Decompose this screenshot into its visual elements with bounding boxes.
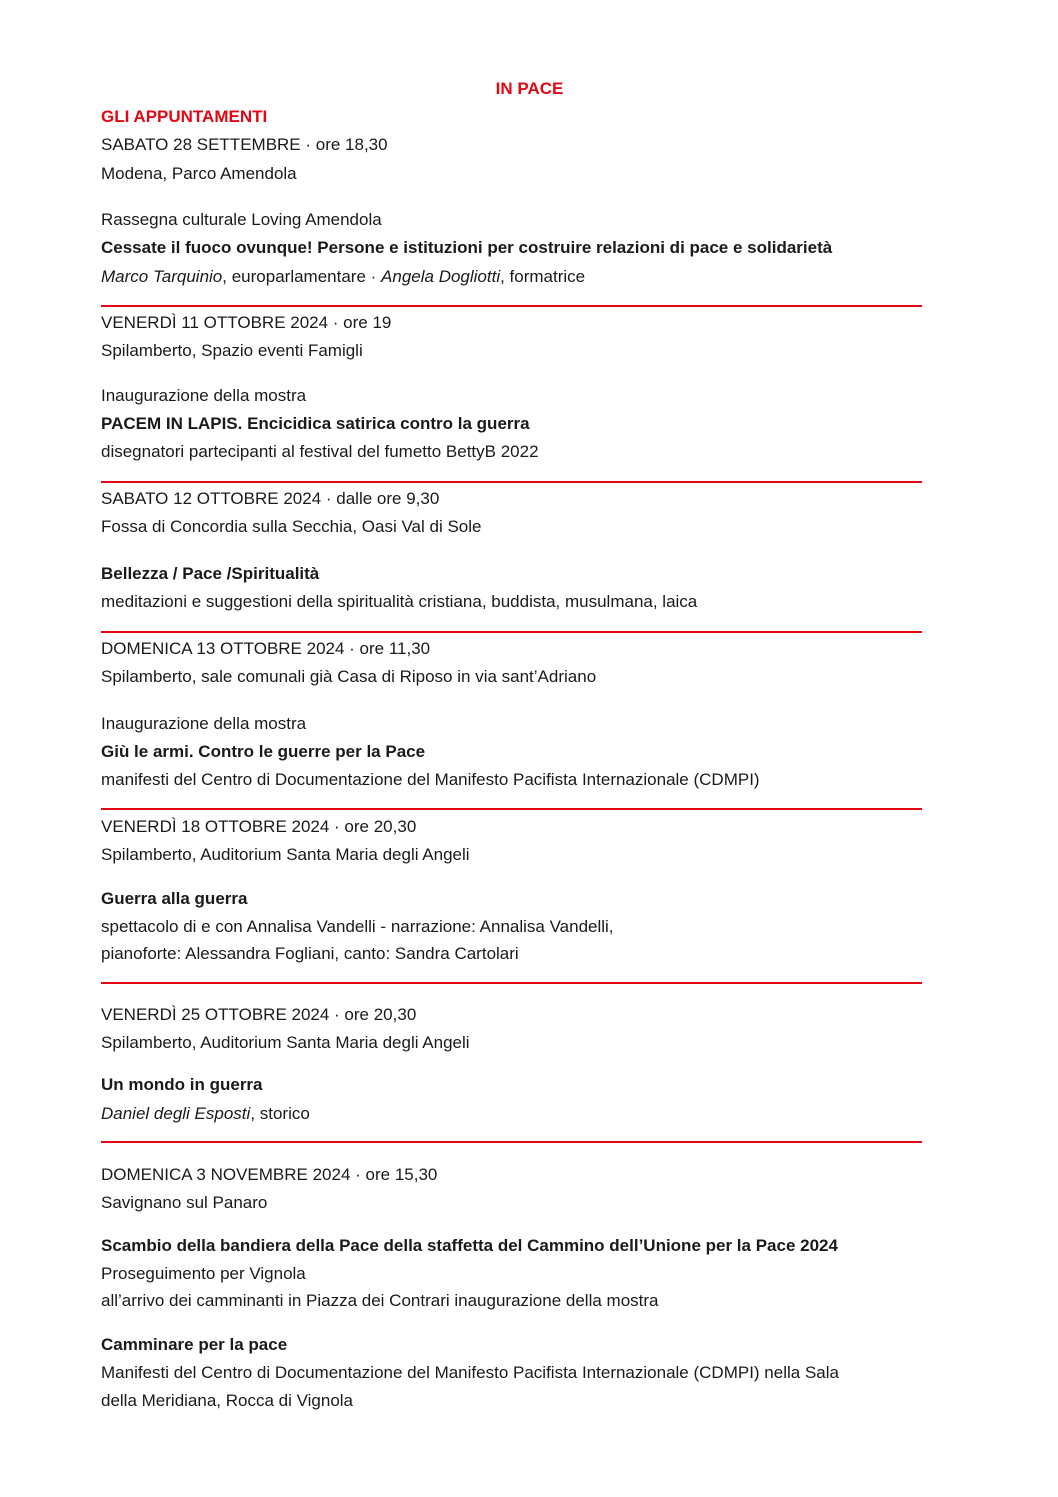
event-kind: Inaugurazione della mostra	[101, 386, 307, 405]
event-title: Giù le armi. Contro le guerre per la Pace	[101, 742, 426, 761]
event-speakers	[101, 266, 585, 288]
speaker-name: Marco Tarquinio	[101, 267, 223, 286]
event-detail: Manifesti del Centro di Documentazione del Manifesto Pacifista Internazionale (CDMPI) nella Sala	[101, 1363, 839, 1382]
event-detail: della Meridiana, Rocca di Vignola	[101, 1391, 354, 1410]
event-place: Fossa di Concordia sulla Secchia, Oasi Val di Sole	[101, 517, 482, 536]
event-detail: manifesti del Centro di Documentazione del Manifesto Pacifista Internazionale (CDMPI)	[101, 770, 760, 789]
event-place: Spilamberto, Auditorium Santa Maria degli Angeli	[101, 845, 470, 864]
event-place: Spilamberto, Auditorium Santa Maria degli Angeli	[101, 1033, 470, 1052]
event-kind: Rassegna culturale Loving Amendola	[101, 210, 382, 229]
event-speakers	[101, 1103, 310, 1125]
event-title: Un mondo in guerra	[101, 1075, 263, 1094]
event-date: VENERDÌ 18 OTTOBRE 2024 · ore 20,30	[101, 817, 417, 836]
separator-line	[101, 631, 922, 633]
event-date: SABATO 28 SETTEMBRE · ore 18,30	[101, 135, 388, 154]
event-date: VENERDÌ 11 OTTOBRE 2024 · ore 19	[101, 313, 392, 332]
event-title: Scambio della bandiera della Pace della staffetta del Cammino dell’Unione per la Pace 2024	[101, 1236, 838, 1255]
speaker-name: Angela Dogliotti	[381, 267, 501, 286]
section-heading: GLI APPUNTAMENTI	[101, 107, 268, 126]
event-detail: pianoforte: Alessandra Fogliani, canto: Sandra Cartolari	[101, 944, 519, 963]
separator-line	[101, 808, 922, 810]
event-title: Camminare per la pace	[101, 1335, 288, 1354]
event-kind: Inaugurazione della mostra	[101, 714, 307, 733]
speaker-role: , storico	[250, 1104, 310, 1123]
event-place: Spilamberto, sale comunali già Casa di Riposo in via sant’Adriano	[101, 667, 597, 686]
event-date: DOMENICA 13 OTTOBRE 2024 · ore 11,30	[101, 639, 431, 658]
event-place: Savignano sul Panaro	[101, 1193, 268, 1212]
event-date: DOMENICA 3 NOVEMBRE 2024 · ore 15,30	[101, 1165, 438, 1184]
event-detail: disegnatori partecipanti al festival del fumetto BettyB 2022	[101, 442, 539, 461]
speaker-role: , formatrice	[500, 267, 586, 286]
document-title: IN PACE	[495, 79, 564, 98]
event-title: Cessate il fuoco ovunque! Persone e istituzioni per costruire relazioni di pace e solidarietà	[101, 238, 833, 257]
speaker-role: , europarlamentare ·	[222, 267, 382, 286]
speaker-name: Daniel degli Esposti	[101, 1104, 251, 1123]
event-detail: meditazioni e suggestioni della spiritualità cristiana, buddista, musulmana, laica	[101, 592, 698, 611]
event-date: SABATO 12 OTTOBRE 2024 · dalle ore 9,30	[101, 489, 440, 508]
event-detail: spettacolo di e con Annalisa Vandelli - narrazione: Annalisa Vandelli,	[101, 917, 614, 936]
event-detail: Proseguimento per Vignola	[101, 1264, 306, 1283]
event-title: Guerra alla guerra	[101, 889, 248, 908]
separator-line	[101, 982, 922, 984]
event-date: VENERDÌ 25 OTTOBRE 2024 · ore 20,30	[101, 1005, 417, 1024]
event-place: Modena, Parco Amendola	[101, 164, 297, 183]
event-title: PACEM IN LAPIS. Encicidica satirica contro la guerra	[101, 414, 530, 433]
separator-line	[101, 1141, 922, 1143]
separator-line	[101, 305, 922, 307]
event-detail: all’arrivo dei camminanti in Piazza dei Contrari inaugurazione della mostra	[101, 1291, 659, 1310]
event-title: Bellezza / Pace /Spiritualità	[101, 564, 320, 583]
event-place: Spilamberto, Spazio eventi Famigli	[101, 341, 363, 360]
separator-line	[101, 481, 922, 483]
